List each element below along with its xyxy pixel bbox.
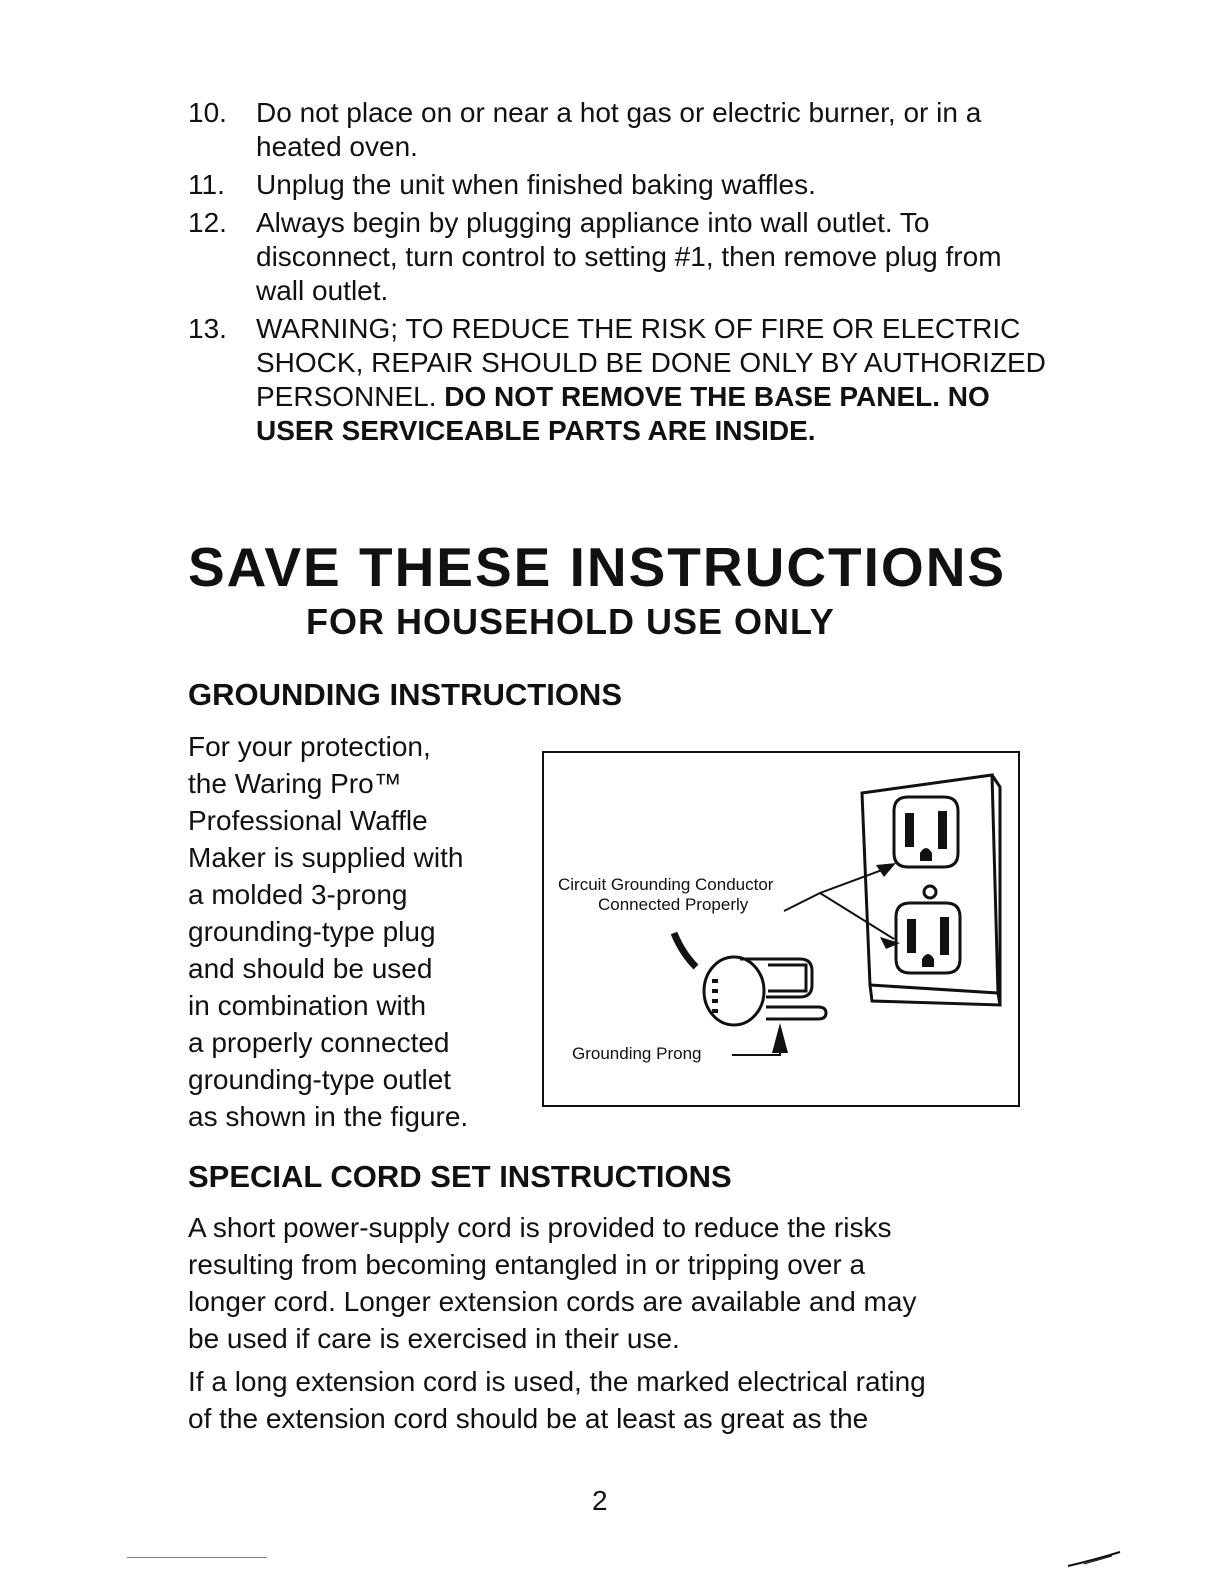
text-line: grounding-type outlet (188, 1064, 452, 1095)
page-subheadline: FOR HOUSEHOLD USE ONLY (306, 601, 835, 642)
safety-instructions-list (188, 96, 1048, 452)
arrowhead-icon (772, 1023, 788, 1053)
text-line: a molded 3-prong (188, 879, 408, 910)
plug-icon (674, 933, 826, 1025)
text-line: be used if care is exercised in their use. (188, 1323, 680, 1354)
text-line: as shown in the figure. (188, 1101, 469, 1132)
arrow-icon (784, 867, 894, 939)
text-line: a properly connected (188, 1027, 450, 1058)
figure-label-connected: Connected Properly (598, 895, 749, 914)
grounding-paragraph (188, 728, 518, 1135)
grounding-heading: GROUNDING INSTRUCTIONS (188, 677, 622, 712)
item-number: 10. (188, 97, 227, 128)
text-line: For your protection, (188, 731, 431, 762)
text-line: in combination with (188, 990, 427, 1021)
text-line: of the extension cord should be at least as great as the (188, 1403, 869, 1434)
instruction-item (188, 168, 1048, 202)
scan-mark-icon (1064, 1550, 1124, 1570)
text-line: resulting from becoming entangled in or tripping over a (188, 1249, 866, 1280)
figure-label-prong: Grounding Prong (572, 1044, 702, 1063)
instruction-item (188, 312, 1048, 448)
item-number: 11. (188, 169, 225, 200)
item-text: Do not place on or near a hot gas or electric burner, or in a heated oven. (256, 97, 982, 162)
item-bold-warning: DO NOT REMOVE THE BASE PANEL. NO USER SERVICEABLE PARTS ARE INSIDE. (256, 381, 990, 446)
cord-heading: SPECIAL CORD SET INSTRUCTIONS (188, 1159, 732, 1194)
item-text: Always begin by plugging appliance into wall outlet. To disconnect, turn control to setting #1, then remove plug from wall outlet. (256, 207, 1002, 306)
text-line: the Waring Pro™ (188, 768, 402, 799)
text-line: grounding-type plug (188, 916, 436, 947)
item-text: Unplug the unit when finished baking waffles. (256, 169, 816, 200)
text-line: Professional Waffle (188, 805, 428, 836)
text-line: Maker is supplied with (188, 842, 464, 873)
item-number: 12. (188, 207, 227, 238)
item-text: WARNING; TO REDUCE THE RISK OF FIRE OR ELECTRIC SHOCK, REPAIR SHOULD BE DONE ONLY BY AUTHORIZED PERSONNEL. (256, 313, 1046, 412)
grounding-figure (542, 751, 1020, 1107)
page-headline: SAVE THESE INSTRUCTIONS (188, 536, 1007, 598)
figure-label-conductor: Circuit Grounding Conductor (558, 875, 774, 894)
plug-grip-icon (712, 979, 718, 1013)
cord-paragraph-2 (188, 1363, 1048, 1437)
wall-outlet-icon (862, 775, 1000, 1005)
footer-divider (127, 1557, 267, 1558)
text-line: longer cord. Longer extension cords are available and may (188, 1286, 917, 1317)
page-number: 2 (592, 1485, 608, 1516)
instruction-item (188, 206, 1048, 308)
cord-paragraph-1 (188, 1209, 1048, 1357)
item-number: 13. (188, 313, 227, 344)
instruction-item (188, 96, 1048, 164)
text-line: If a long extension cord is used, the marked electrical rating (188, 1366, 926, 1397)
text-line: A short power-supply cord is provided to reduce the risks (188, 1212, 892, 1243)
text-line: and should be used (188, 953, 433, 984)
outlet-slots-icon (905, 811, 949, 967)
